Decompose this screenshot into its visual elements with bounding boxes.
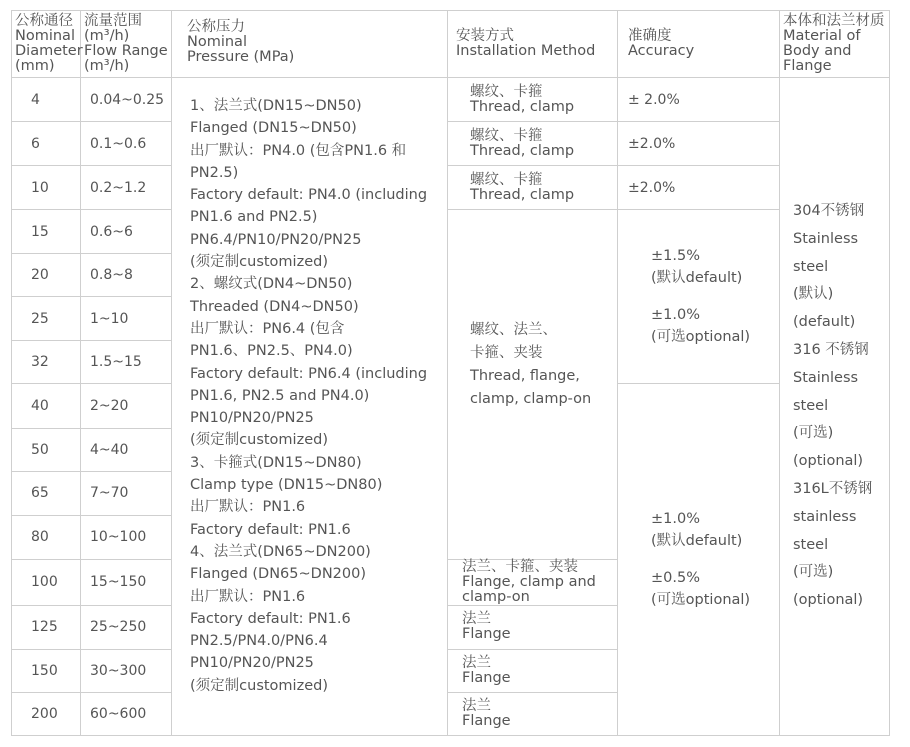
flow-range-cell: 0.1~0.6: [81, 122, 172, 166]
pressure-cell: 1、法兰式(DN15~DN50) Flanged (DN15~DN50) 出厂默认：PN4.0 (包含PN1.6 和 PN2.5) Factory default: PN4.0 (including PN1.6 and PN2.5) PN6.4/PN10/PN20/PN25 (须定制customized) 2、螺纹式(DN4~DN50) Threaded (DN4~DN50) 出厂默认：PN6.4 (包含 PN1.6、PN2.5、PN4.0) Factory default: PN6.4 (including PN1.6, PN2.5 and PN4.0) PN10/PN20/PN25 (须定制customized) 3、卡箍式(DN15~DN80) Clamp type (DN15~DN80) 出厂默认：PN1.6 Factory default: PN1.6 4、法兰式(DN65~DN200) Flanged (DN65~DN200) 出厂默认：PN1.6 Factory default: PN1.6 PN2.5/PN4.0/PN6.4 PN10/PN20/PN25 (须定制customized): [172, 78, 448, 736]
flow-range-cell: 0.6~6: [81, 210, 172, 254]
flow-range-cell: 7~70: [81, 471, 172, 515]
installation-cell: 法兰、卡箍、夹装 Flange, clamp and clamp-on: [448, 559, 618, 605]
flow-range-cell: 15~150: [81, 559, 172, 605]
flow-range-cell: 25~250: [81, 605, 172, 649]
diameter-cell: 4: [12, 78, 81, 122]
accuracy-cell: ±2.0%: [618, 166, 780, 210]
installation-cell: 螺纹、卡箍 Thread, clamp: [448, 122, 618, 166]
installation-cell: 螺纹、卡箍 Thread, clamp: [448, 166, 618, 210]
flow-range-cell: 10~100: [81, 515, 172, 559]
header-installation-method: 安装方式 Installation Method: [448, 11, 618, 78]
diameter-cell: 6: [12, 122, 81, 166]
installation-cell: 螺纹、法兰、 卡箍、夹装 Thread, flange, clamp, clamp-on: [448, 210, 618, 560]
flow-range-cell: 1~10: [81, 297, 172, 341]
header-accuracy: 准确度 Accuracy: [618, 11, 780, 78]
flow-range-cell: 30~300: [81, 649, 172, 692]
diameter-cell: 200: [12, 692, 81, 735]
installation-cell: 法兰 Flange: [448, 605, 618, 649]
installation-cell: 螺纹、卡箍 Thread, clamp: [448, 78, 618, 122]
diameter-cell: 100: [12, 559, 81, 605]
accuracy-cell: ±1.5% (默认default) ±1.0% (可选optional): [618, 210, 780, 384]
diameter-cell: 20: [12, 254, 81, 297]
diameter-cell: 150: [12, 649, 81, 692]
installation-cell: 法兰 Flange: [448, 649, 618, 692]
flow-range-cell: 4~40: [81, 428, 172, 471]
installation-cell: 法兰 Flange: [448, 692, 618, 735]
accuracy-cell: ±2.0%: [618, 122, 780, 166]
flow-range-cell: 0.2~1.2: [81, 166, 172, 210]
flow-range-cell: 2~20: [81, 384, 172, 428]
flow-range-cell: 1.5~15: [81, 341, 172, 384]
accuracy-cell: ± 2.0%: [618, 78, 780, 122]
diameter-cell: 25: [12, 297, 81, 341]
header-flow-range: 流量范围 (m³/h) Flow Range (m³/h): [81, 11, 172, 78]
flow-range-cell: 60~600: [81, 692, 172, 735]
table-row: [12, 166, 890, 210]
flow-range-cell: 0.8~8: [81, 254, 172, 297]
diameter-cell: 32: [12, 341, 81, 384]
diameter-cell: 10: [12, 166, 81, 210]
accuracy-cell: ±1.0% (默认default) ±0.5% (可选optional): [618, 384, 780, 736]
table-row: [12, 78, 890, 122]
material-cell: 304不锈钢 Stainless steel (默认) (default) 316 不锈钢 Stainless steel (可选) (optional) 316L不锈钢 stainless steel (可选) (optional): [780, 78, 890, 736]
diameter-cell: 40: [12, 384, 81, 428]
header-material: 本体和法兰材质 Material of Body and Flange: [780, 11, 890, 78]
header-row: [12, 11, 890, 78]
header-nominal-pressure: 公称压力 Nominal Pressure (MPa): [172, 11, 448, 78]
diameter-cell: 50: [12, 428, 81, 471]
spec-table: [11, 10, 890, 736]
flow-range-cell: 0.04~0.25: [81, 78, 172, 122]
diameter-cell: 65: [12, 471, 81, 515]
table-row: [12, 210, 890, 254]
header-nominal-diameter: 公称通径 Nominal Diameter (mm): [12, 11, 81, 78]
diameter-cell: 80: [12, 515, 81, 559]
table-row: [12, 122, 890, 166]
diameter-cell: 15: [12, 210, 81, 254]
diameter-cell: 125: [12, 605, 81, 649]
